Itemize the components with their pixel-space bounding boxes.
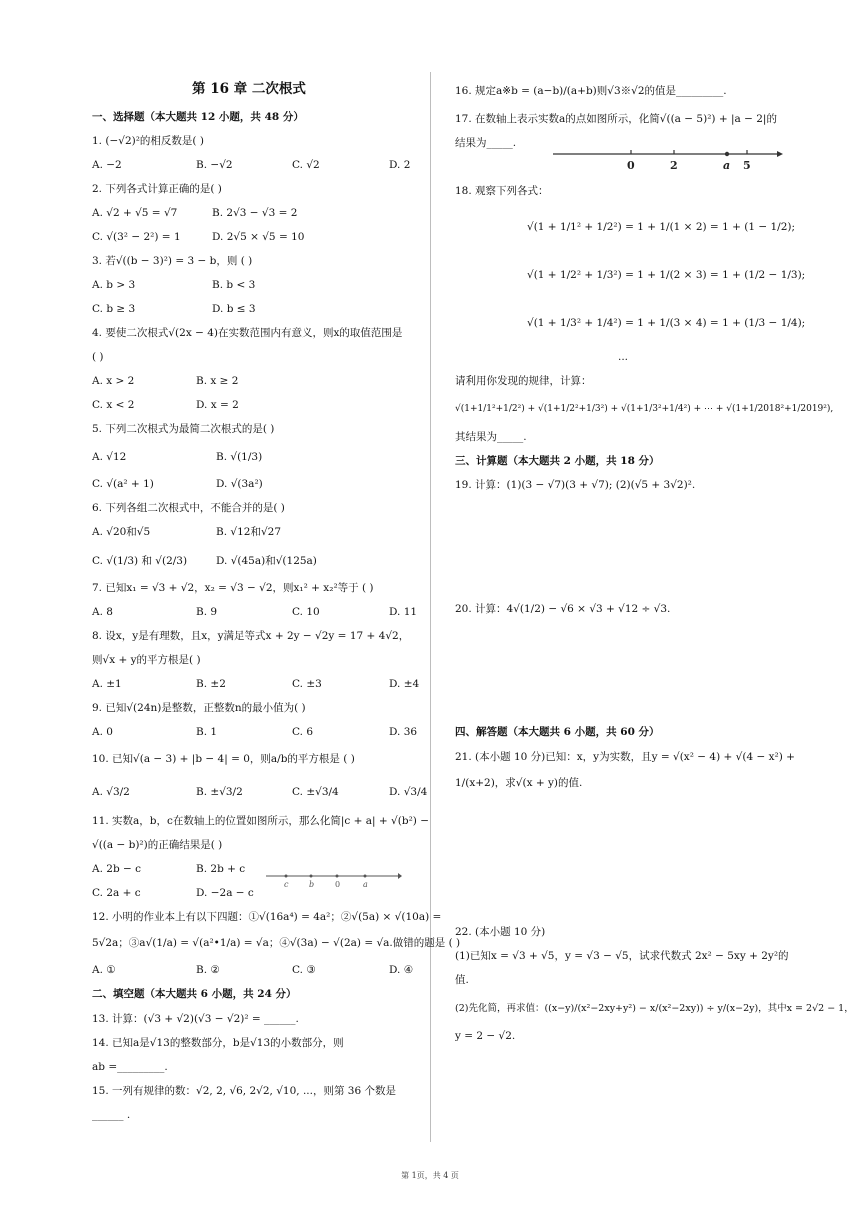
question-15-cont: ______ . [92, 1109, 131, 1121]
question-1: 1. (−√2)²的相反数是( ) [92, 135, 204, 147]
option-b: B. −√2 [196, 159, 233, 171]
question-4-cont: ( ) [92, 351, 104, 363]
section-heading-calc: 三、计算题（本大题共 2 小题，共 18 分） [455, 455, 660, 467]
section-heading-answer: 四、解答题（本大题共 6 小题，共 60 分） [455, 726, 660, 738]
axis-label-zero: 0 [627, 159, 635, 172]
option-d: D. √3/4 [389, 786, 428, 798]
question-22: 22. (本小题 10 分) [455, 926, 546, 938]
option-d: D. −2a − c [196, 887, 254, 899]
option-c: C. √2 [292, 159, 320, 171]
axis-label-zero: 0 [335, 880, 341, 889]
option-b: B. b < 3 [212, 279, 256, 291]
option-a: A. √12 [92, 451, 127, 463]
option-a: A. 8 [92, 606, 113, 618]
question-8: 8. 设x，y是有理数，且x，y满足等式x + 2y − √2y = 17 + 4√2， [92, 630, 410, 642]
axis-label-a: a [363, 880, 368, 889]
axis-label-b: b [309, 880, 315, 889]
pattern-equation-2: √(1 + 1/2² + 1/3²) = 1 + 1/(2 × 3) = 1 + (1/2 − 1/3); [527, 269, 806, 281]
option-c: C. b ≥ 3 [92, 303, 136, 315]
option-d: D. 36 [389, 726, 418, 738]
option-a: A. √20和√5 [92, 526, 151, 538]
option-a: A. ① [92, 964, 116, 976]
option-b: B. ±2 [196, 678, 226, 690]
question-18-result: 其结果为_____. [455, 431, 527, 443]
option-d: D. 2 [389, 159, 411, 171]
option-c: C. 10 [292, 606, 320, 618]
option-a: A. b > 3 [92, 279, 136, 291]
option-d: D. √(45a)和√(125a) [216, 555, 317, 567]
section-heading-fill: 二、填空题（本大题共 6 小题，共 24 分） [92, 988, 297, 1000]
question-16: 16. 规定a※b = (a−b)/(a+b)则√3※√2的值是_________. [455, 85, 727, 97]
option-a: A. √2 + √5 = √7 [92, 207, 178, 219]
question-2: 2. 下列各式计算正确的是( ) [92, 183, 222, 195]
question-20: 20. 计算：4√(1/2) − √6 × √3 + √12 ÷ √3. [455, 603, 671, 615]
question-22-part1: (1)已知x = √3 + √5，y = √3 − √5，试求代数式 2x² − 5xy + 2y²的 [455, 950, 789, 962]
pattern-equation-3: √(1 + 1/3² + 1/4²) = 1 + 1/(3 × 4) = 1 + (1/3 − 1/4); [527, 317, 806, 329]
option-a: A. ±1 [92, 678, 122, 690]
question-21: 21. (本小题 10 分)已知：x，y为实数，且y = √(x² − 4) + √(4 − x²) + [455, 751, 795, 763]
question-11-cont: √((a − b)²)的正确结果是( ) [92, 839, 223, 851]
option-c: C. ±3 [292, 678, 322, 690]
question-21-cont: 1/(x+2)，求√(x + y)的值. [455, 777, 583, 789]
option-b: B. 2b + c [196, 863, 246, 875]
option-b: B. √(1/3) [216, 451, 263, 463]
question-12-cont: 5√2a；③a√(1/a) = √(a²•1/a) = √a；④√(3a) − √(2a) = √a.做错的题是 ( ) [92, 937, 461, 949]
question-5: 5. 下列二次根式为最简二次根式的是( ) [92, 423, 275, 435]
option-b: B. 2√3 − √3 = 2 [212, 207, 298, 219]
page-footer: 第 1页，共 4 页 [401, 1171, 459, 1180]
option-c: C. √(1/3) 和 √(2/3) [92, 555, 188, 567]
question-13: 13. 计算：(√3 + √2)(√3 − √2)² = ______. [92, 1013, 299, 1025]
option-b: B. ② [196, 964, 220, 976]
question-15: 15. 一列有规律的数：√2, 2, √6, 2√2, √10, ...，则第 36 个数是 [92, 1085, 396, 1097]
question-4: 4. 要使二次根式√(2x − 4)在实数范围内有意义，则x的取值范围是 [92, 327, 403, 339]
option-c: C. √(a² + 1) [92, 478, 154, 490]
question-18-ask: 请利用你发现的规律，计算： [455, 375, 592, 387]
pattern-equation-1: √(1 + 1/1² + 1/2²) = 1 + 1/(1 × 2) = 1 + (1 − 1/2); [527, 221, 796, 233]
option-c: C. 2a + c [92, 887, 141, 899]
question-18-expression: √(1+1/1²+1/2²) + √(1+1/2²+1/3²) + √(1+1/3²+1/4²) + ⋯ + √(1+1/2018²+1/2019²), [455, 404, 834, 414]
question-12: 12. 小明的作业本上有以下四题：①√(16a⁴) = 4a²；②√(5a) × √(10a) = [92, 911, 442, 923]
option-b: B. 1 [196, 726, 218, 738]
question-14-cont: ab =_________. [92, 1061, 168, 1073]
question-6: 6. 下列各组二次根式中，不能合并的是( ) [92, 502, 285, 514]
question-22-part2: (2)先化简，再求值：((x−y)/(x²−2xy+y²) − x/(x²−2xy)) ÷ y/(x−2y)，其中x = 2√2 − 1， [455, 1003, 854, 1014]
option-c: C. ±√3/4 [292, 786, 339, 798]
option-c: C. x < 2 [92, 399, 135, 411]
option-d: D. b ≤ 3 [212, 303, 256, 315]
axis-label-a: a [723, 159, 731, 172]
option-a: A. −2 [92, 159, 122, 171]
option-a: A. 0 [92, 726, 113, 738]
option-d: D. 11 [389, 606, 418, 618]
option-b: B. ±√3/2 [196, 786, 243, 798]
question-11: 11. 实数a，b，c在数轴上的位置如图所示，那么化简|c + a| + √(b²) − [92, 815, 430, 827]
number-line-figure [264, 866, 402, 890]
question-17: 17. 在数轴上表示实数a的点如图所示，化简√((a − 5)²) + |a − 2|的 [455, 113, 777, 125]
column-divider [430, 72, 431, 1142]
option-d: D. √(3a²) [216, 478, 263, 490]
axis-label-two: 2 [670, 159, 678, 172]
option-a: A. 2b − c [92, 863, 142, 875]
question-22-part2-cont: y = 2 − √2. [455, 1030, 516, 1042]
question-18: 18. 观察下列各式： [455, 185, 549, 197]
question-3: 3. 若√((b − 3)²) = 3 − b，则 ( ) [92, 255, 253, 267]
option-d: D. 2√5 × √5 = 10 [212, 231, 305, 243]
option-d: D. x = 2 [196, 399, 239, 411]
option-a: A. √3/2 [92, 786, 130, 798]
option-b: B. 9 [196, 606, 218, 618]
option-a: A. x > 2 [92, 375, 135, 387]
option-b: B. x ≥ 2 [196, 375, 239, 387]
option-c: C. 6 [292, 726, 314, 738]
option-b: B. √12和√27 [216, 526, 281, 538]
question-19: 19. 计算：(1)(3 − √7)(3 + √7); (2)(√5 + 3√2)². [455, 479, 696, 491]
question-7: 7. 已知x₁ = √3 + √2，x₂ = √3 − √2，则x₁² + x₂²等于 ( ) [92, 582, 374, 594]
option-d: D. ④ [389, 964, 414, 976]
question-22-part1-cont: 值. [455, 974, 469, 986]
axis-label-five: 5 [743, 159, 751, 172]
question-8-cont: 则√x + y的平方根是( ) [92, 654, 201, 666]
page-title: 第 16 章 二次根式 [192, 81, 306, 97]
option-c: C. ③ [292, 964, 316, 976]
ellipsis: ... [618, 351, 629, 363]
option-d: D. ±4 [389, 678, 420, 690]
axis-label-c: c [284, 880, 289, 889]
question-10: 10. 已知√(a − 3) + |b − 4| = 0，则a/b的平方根是 ( ) [92, 753, 355, 765]
question-14: 14. 已知a是√13的整数部分，b是√13的小数部分，则 [92, 1037, 344, 1049]
question-17-cont: 结果为_____. [455, 137, 517, 149]
option-c: C. √(3² − 2²) = 1 [92, 231, 181, 243]
number-line-figure [551, 146, 785, 172]
section-heading-choice: 一、选择题（本大题共 12 小题，共 48 分） [92, 111, 304, 123]
question-9: 9. 已知√(24n)是整数，正整数n的最小值为( ) [92, 702, 306, 714]
